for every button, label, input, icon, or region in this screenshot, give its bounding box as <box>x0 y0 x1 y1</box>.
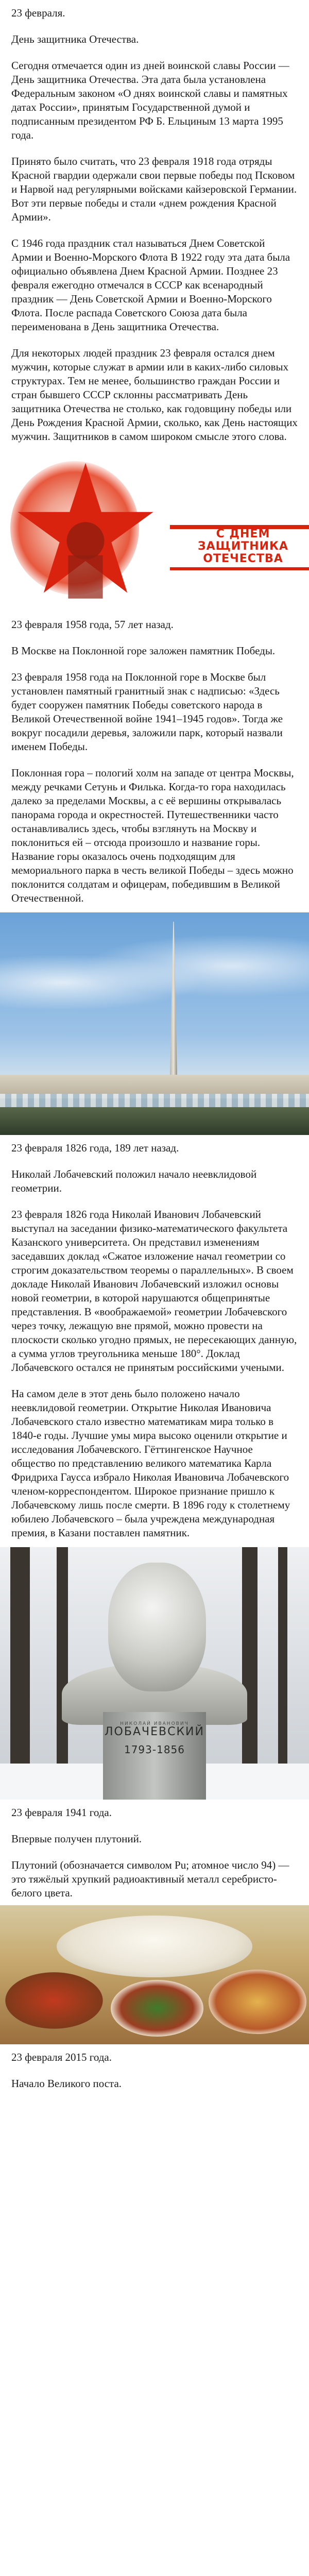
fountains <box>0 1094 309 1107</box>
section-date: 23 февраля 2015 года. <box>11 2051 112 2063</box>
banner-title: С ДНЁМ ЗАЩИТНИКА ОТЕЧЕСТВА <box>197 528 289 565</box>
dish-plate <box>5 1972 103 2029</box>
paragraph: 23 февраля 1958 года на Поклонной горе в Москве был установлен памятный гранитный знак с надписью: «Здесь будет сооружен памятник Победы советского народа в Великой Отечественной войне 1941–1945 годов». Тогда же вокруг посадили деревья, заложили парк, который назвали именем Победы. <box>11 671 283 753</box>
paragraph: На самом деле в этот день было положено начало неевклидовой геометрии. Открытие Николая Ивановича Лобачевского стало известно математикам мира только в 1840-е годы. Лучшие умы мира высоко оценили открытие и исследования Лобачевского. Гёттингенское Научное общество по представлению великого математика Карла Фридриха Гаусса избрало Николая Ивановича Лобачевского членом-корреспондентом. Широкое признание пришло к Лобачевскому лишь после смерти. В 1896 году к столетнему юбилею Лобачевского – была учреждена международная премия, в Казани поставлен памятник. <box>11 1387 290 1539</box>
red-star-icon <box>13 460 158 604</box>
pedestal-name: ЛОБАЧЕВСКИЙ <box>105 1725 204 1738</box>
paragraph: Принято было считать, что 23 февраля 1918 года отряды Красной гвардии одержали свои первые победы под Псковом и Нарвой над регулярными войсками кайзеровской Германии. Вот эти первые победы и стали «днем рождения Красной Армии». <box>11 155 297 223</box>
lent-food-photo <box>0 1905 309 2044</box>
pedestal-years: 1793-1856 <box>124 1743 185 1756</box>
dish-plate <box>111 1980 203 2037</box>
lobachevsky-bust-photo <box>0 1547 309 1800</box>
section-date: 23 февраля. <box>11 7 65 19</box>
section-date: 23 февраля 1958 года, 57 лет назад. <box>11 618 174 631</box>
defender-day-banner <box>0 451 309 612</box>
paragraph: Сегодня отмечается один из дней воинской славы России — День защитника Отечества. Эта дата была установлена Федеральным законом «О днях воинской славы и памятных датах России», принятым Государственной думой и подписанным президентом РФ Б. Ельциным 13 марта 1995 года. <box>11 59 289 141</box>
paragraph: С 1946 года праздник стал называться Днем Советской Армии и Военно-Морского Флота В 1922 году эта дата была официально объявлена Днем Красной Армии. Позднее 23 февраля ежегодно отмечался в СССР как всенародный праздник — День Советской Армии и Военно-Морского Флота. После распада Советского Союза дата была переименована в День защитника Отечества. <box>11 237 290 333</box>
section-date: 23 февраля 1826 года, 189 лет назад. <box>11 1142 179 1154</box>
pedestal-inscription: НИКОЛАЙ ИВАНОВИЧ <box>120 1721 189 1726</box>
section-lead: Николай Лобачевский положил начало неевклидовой геометрии. <box>11 1168 257 1194</box>
dish-plate <box>209 1970 306 2034</box>
section-title: День защитника Отечества. <box>11 33 139 45</box>
paragraph: Плутоний (обозначается символом Pu; атомное число 94) — это тяжёлый хрупкий радиоактивный металл серебристо-белого цвета. <box>11 1859 289 1899</box>
park-ground <box>0 1107 309 1135</box>
paragraph: 23 февраля 1826 года Николай Иванович Лобачевский выступал на заседании физико-математического факультета Казанского университета. Он представил изменениям заседавших доклад «Сжатое изложение начал геометрии со строгим доказательством теоремы о параллельных». В своем докладе Николай Иванович Лобачевский изложил основы новой геометрии, в которой нарушаются общепринятые представления. В «воображаемой» геометрии Лобачевского через точку, лежащую вне прямой, можно провести на плоскости сколько угодно прямых, не пересекающих данную, а сумма углов треугольника меньше 180°. Доклад Лобачевского остался не принятым российскими учеными. <box>11 1208 297 1374</box>
section-date: 23 февраля 1941 года. <box>11 1806 112 1819</box>
porridge-bowl <box>57 1916 252 1977</box>
victory-monument-photo <box>0 912 309 1135</box>
section-lead: Начало Великого поста. <box>11 2077 122 2090</box>
paragraph: Для некоторых людей праздник 23 февраля остался днем мужчин, которые служат в армии или в каких-либо силовых структурах. Тем не менее, большинство граждан России и стран бывшего СССР склонны рассматривать День защитника Отечества не столько, как годовщину победы или День Рождения Красной Армии, сколько, как День настоящих мужчин. Защитников в самом широком смысле этого слова. <box>11 347 298 443</box>
banner-stripe <box>170 567 309 570</box>
section-lead: Впервые получен плутоний. <box>11 1833 142 1845</box>
bust-head <box>108 1563 206 1691</box>
paragraph: Поклонная гора – пологий холм на западе от центра Москвы, между речками Сетунь и Филька. Когда-то гора находилась далеко за пределами Москвы, а с её вершины открывалась панорама города и окрестностей. Путешественники часто останавливались здесь, чтобы взглянуть на Москву и поклониться ей – отсюда произошло и название горы. Название горы оказалось очень подходящим для мемориального парка в честь великой Победы – здесь можно поклонится солдатам и офицерам, победившим в Великой Отечественной. <box>11 767 294 904</box>
section-lead: В Москве на Поклонной горе заложен памятник Победы. <box>11 645 276 657</box>
